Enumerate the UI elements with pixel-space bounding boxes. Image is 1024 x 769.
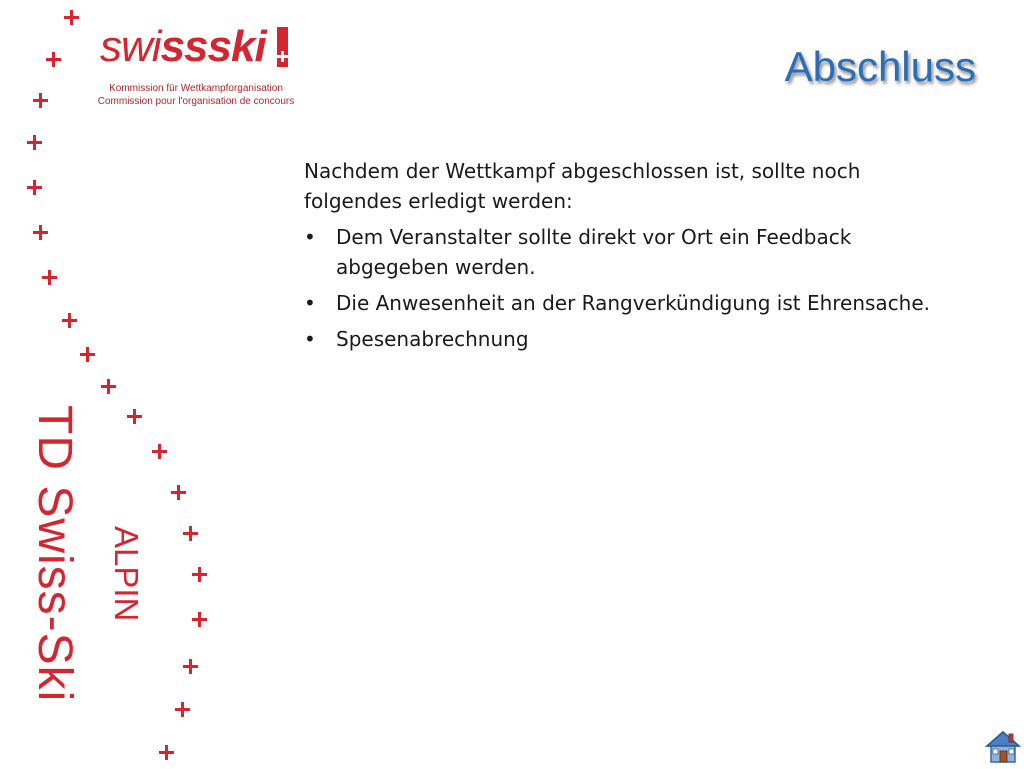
plus-icon <box>159 745 174 760</box>
slide-body <box>304 156 984 360</box>
plus-icon <box>152 444 167 459</box>
plus-icon <box>80 347 95 362</box>
logo-subtitle-de: Kommission für Wettkampforganisation <box>109 83 283 94</box>
logo-subtitle-fr: Commission pour l'organisation de concours <box>97 96 295 107</box>
bullet-list <box>304 222 984 354</box>
plus-icon <box>183 659 198 674</box>
home-icon <box>985 730 1021 764</box>
plus-icon <box>127 409 142 424</box>
bullet-icon: • <box>304 291 316 315</box>
list-item <box>304 222 876 282</box>
side-subtitle: ALPIN <box>108 526 145 622</box>
list-item <box>304 324 984 354</box>
plus-icon <box>62 313 77 328</box>
plus-icon <box>42 270 57 285</box>
side-title: TD Swiss-Ski <box>28 405 81 703</box>
list-item-text: Spesenabrechnung <box>336 327 529 351</box>
plus-icon <box>27 135 42 150</box>
plus-icon <box>175 702 190 717</box>
list-item <box>304 288 984 318</box>
plus-icon <box>171 485 186 500</box>
plus-icon <box>27 180 42 195</box>
bullet-icon: • <box>304 225 316 249</box>
list-item-text: Dem Veranstalter sollte direkt vor Ort ein Feedback abgegeben werden. <box>336 225 852 279</box>
swiss-flag-icon <box>277 27 288 67</box>
plus-icon <box>101 379 116 394</box>
plus-icon <box>64 10 79 25</box>
plus-icon <box>33 93 48 108</box>
logo-wordmark: swissski <box>100 22 266 71</box>
plus-icon <box>46 52 61 67</box>
bullet-icon: • <box>304 327 316 351</box>
plus-icon <box>192 612 207 627</box>
home-button[interactable] <box>985 730 1021 764</box>
swiss-ski-logo <box>96 22 296 112</box>
slide-title: Abschluss <box>784 43 976 90</box>
list-item-text: Die Anwesenheit an der Rangverkündigung ist Ehrensache. <box>336 291 931 315</box>
plus-icon <box>33 225 48 240</box>
plus-icon <box>192 567 207 582</box>
intro-text: Nachdem der Wettkampf abgeschlossen ist, sollte noch folgendes erledigt werden: <box>304 159 861 213</box>
plus-icon <box>183 526 198 541</box>
